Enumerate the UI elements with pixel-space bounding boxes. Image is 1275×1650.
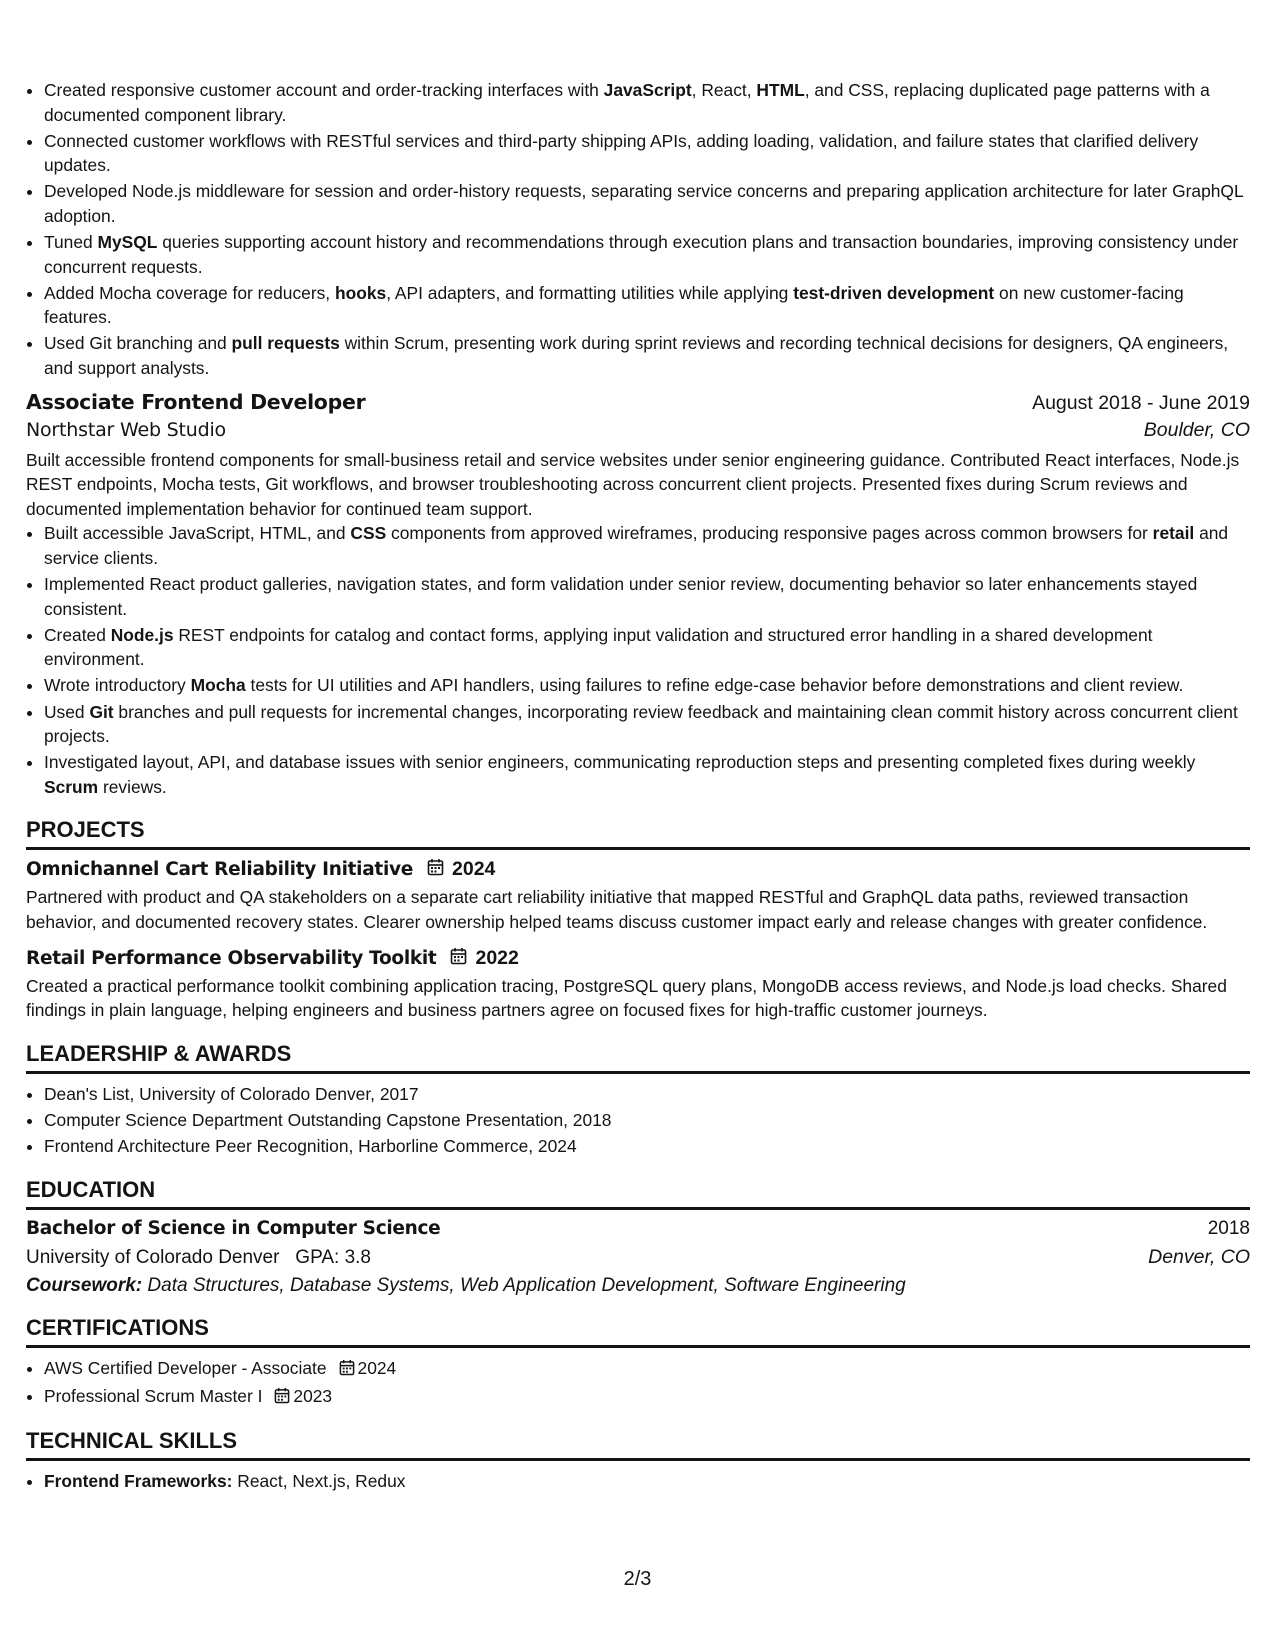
- job-bullets: [26, 521, 1250, 799]
- list-item: • Used Git branches and pull requests for incremental changes, incorporating review feedback and maintaining clean commit history across concurrent client projects.: [44, 700, 1250, 749]
- certification-name: AWS Certified Developer - Associate: [44, 1357, 327, 1378]
- school-info: [26, 1247, 371, 1269]
- degree-name: Bachelor of Science in Computer Science: [26, 1217, 441, 1239]
- skill-category: Frontend Frameworks:: [44, 1471, 233, 1492]
- list-item: • Implemented React product galleries, navigation states, and form validation under senior review, documenting behavior so later enhancements stayed consistent.: [44, 572, 1250, 621]
- list-item: • Added Mocha coverage for reducers, hooks, API adapters, and formatting utilities while applying test-driven development on new customer-facing features.: [44, 281, 1250, 330]
- project-description: Partnered with product and QA stakeholders on a separate cart reliability initiative that mapped RESTful and GraphQL data paths, reviewed transaction behavior, and documented recovery states. Clearer ownership helped teams discuss customer impact early and release changes with greater confidence.: [26, 887, 1208, 933]
- job-summary: Built accessible frontend components for small-business retail and service websites under senior engineering guidance. Contributed React interfaces, Node.js REST endpoints, Mocha tests, Git workflows, and browser troubleshooting across concurrent client projects. Presented fixes during Scrum reviews and documented implementation behavior for continued team support.: [26, 449, 1240, 519]
- list-item: • Used Git branching and pull requests within Scrum, presenting work during sprint reviews and recording technical decisions for designers, QA engineers, and support analysts.: [44, 331, 1250, 380]
- project-description: Created a practical performance toolkit combining application tracing, PostgreSQL query plans, MongoDB access reviews, and Node.js load checks. Shared findings in plain language, helping engineers and business partners agree on focused fixes for high-traffic customer journeys.: [26, 975, 1227, 1021]
- job-location: Boulder, CO: [1143, 418, 1250, 441]
- calendar-icon: [450, 947, 467, 970]
- list-item: • Tuned MySQL queries supporting account history and recommendations through execution plans and transaction boundaries, improving consistency under concurrent requests.: [44, 230, 1250, 279]
- certification-name: Professional Scrum Master I: [44, 1385, 263, 1406]
- certification-year: 2023: [293, 1385, 333, 1406]
- project-header: [26, 858, 1250, 881]
- section-heading-skills: TECHNICAL SKILLS: [26, 1428, 1250, 1461]
- education-header: [26, 1218, 1250, 1240]
- list-item: • Connected customer workflows with RESTful services and third-party shipping APIs, adding loading, validation, and failure states that clarified delivery updates.: [44, 129, 1250, 178]
- resume-page: [26, 78, 1250, 1495]
- company-name: Northstar Web Studio: [26, 418, 226, 441]
- list-item: [44, 1356, 1250, 1383]
- list-item: • Built accessible JavaScript, HTML, and CSS components from approved wireframes, producing responsive pages across common browsers for retail and service clients.: [44, 521, 1250, 570]
- page-number: 2/3: [623, 1568, 652, 1590]
- skills-list: [26, 1469, 1250, 1494]
- school-location: Denver, CO: [1148, 1245, 1250, 1268]
- section-heading-certifications: CERTIFICATIONS: [26, 1315, 1250, 1348]
- list-item: • Wrote introductory Mocha tests for UI utilities and API handlers, using failures to refine edge-case behavior before demonstrations and client review.: [44, 673, 1250, 698]
- gpa: GPA: 3.8: [295, 1246, 371, 1268]
- calendar-icon: [339, 1358, 355, 1383]
- list-item: [44, 1384, 1250, 1411]
- certification-year: 2024: [357, 1357, 397, 1378]
- list-item: • Dean's List, University of Colorado Denver, 2017: [44, 1082, 1250, 1107]
- job-subheader: [26, 419, 1250, 442]
- section-heading-leadership: LEADERSHIP & AWARDS: [26, 1041, 1250, 1074]
- skill-values: React, Next.js, Redux: [237, 1471, 406, 1492]
- list-item: • Developed Node.js middleware for session and order-history requests, separating service concerns and preparing application architecture for later GraphQL adoption.: [44, 179, 1250, 228]
- section-heading-education: EDUCATION: [26, 1177, 1250, 1210]
- job-title: Associate Frontend Developer: [26, 389, 366, 414]
- job-dates: August 2018 - June 2019: [1032, 391, 1250, 414]
- calendar-icon: [427, 858, 444, 881]
- certifications-list: [26, 1356, 1250, 1411]
- project-year: 2024: [452, 858, 496, 881]
- list-item: • Computer Science Department Outstanding Capstone Presentation, 2018: [44, 1108, 1250, 1133]
- list-item: • Frontend Architecture Peer Recognition, Harborline Commerce, 2024: [44, 1134, 1250, 1159]
- list-item: • Created Node.js REST endpoints for catalog and contact forms, applying input validation and structured error handling in a shared development environment.: [44, 623, 1250, 672]
- project-year: 2022: [475, 946, 519, 969]
- list-item: • Investigated layout, API, and database issues with senior engineers, communicating reproduction steps and presenting completed fixes during weekly Scrum reviews.: [44, 750, 1250, 799]
- education-subheader: [26, 1246, 1250, 1269]
- awards-list: [26, 1082, 1250, 1159]
- prior-job-bullets: [26, 78, 1250, 381]
- project-name: Omnichannel Cart Reliability Initiative: [26, 859, 413, 881]
- coursework-label: Coursework:: [26, 1274, 143, 1296]
- coursework-list: Data Structures, Database Systems, Web Application Development, Software Engineering: [147, 1274, 906, 1296]
- list-item: [44, 1469, 1250, 1494]
- project-header: [26, 947, 1250, 970]
- section-heading-projects: PROJECTS: [26, 817, 1250, 850]
- list-item: • Created responsive customer account and order-tracking interfaces with JavaScript, React, HTML, and CSS, replacing duplicated page patterns with a documented component library.: [44, 78, 1250, 127]
- coursework: [26, 1275, 1250, 1297]
- project-name: Retail Performance Observability Toolkit: [26, 947, 437, 969]
- graduation-year: 2018: [1207, 1217, 1250, 1239]
- job-header: [26, 390, 1250, 415]
- calendar-icon: [274, 1386, 290, 1411]
- school-name: University of Colorado Denver: [26, 1246, 280, 1268]
